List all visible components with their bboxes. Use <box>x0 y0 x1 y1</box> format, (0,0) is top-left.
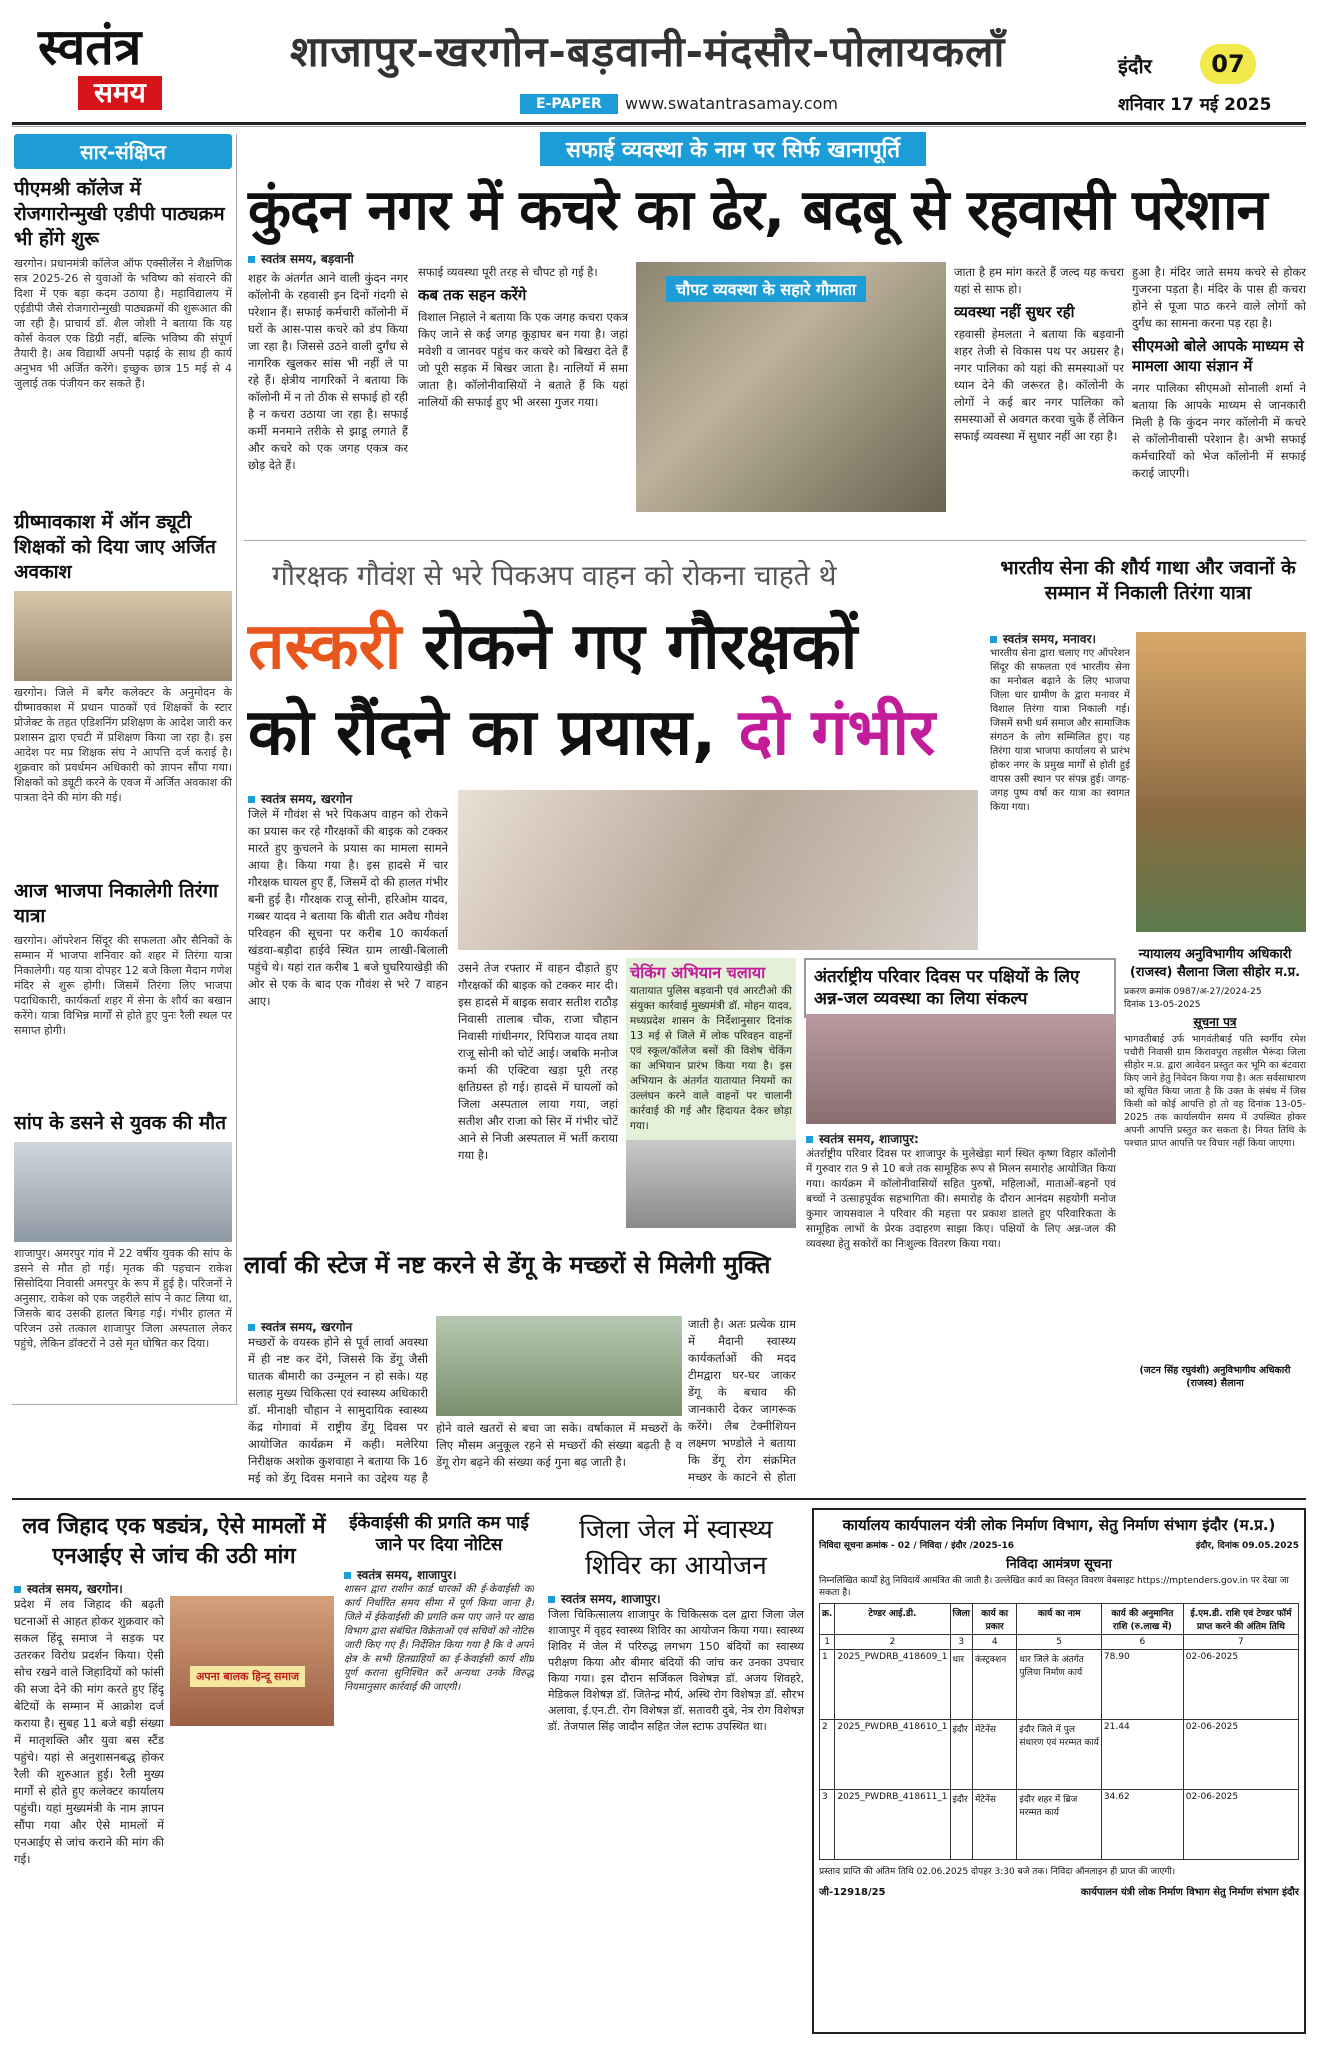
story1-col3 <box>954 264 1124 524</box>
love-byline: स्वतंत्र समय, खरगोन। <box>14 1580 123 1597</box>
table-cell: 21.44 <box>1101 1720 1183 1790</box>
tender-col-number: 4 <box>972 1635 1016 1650</box>
tender-col-header: ई.एम.डी. राशि एवं टेण्डर फॉर्म प्राप्त करने की अंतिम तिथि <box>1183 1604 1298 1635</box>
notice-title: न्यायालय अनुविभागीय अधिकारी (राजस्व) सैलाना जिला सीहोर म.प्र. <box>1129 947 1301 980</box>
table-cell: धार <box>950 1650 972 1720</box>
tender-col-number: 6 <box>1101 1635 1183 1650</box>
tender-col-number: 3 <box>950 1635 972 1650</box>
table-cell: इंदौर <box>950 1790 972 1860</box>
family-box <box>804 958 1116 1018</box>
family-title[interactable]: अंतर्राष्ट्रीय परिवार दिवस पर पक्षियों के लिए अन्न-जल व्यवस्था का लिया संकल्प <box>814 967 1080 1009</box>
brief-title-4[interactable]: सांप के डसने से युवक की मौत <box>14 1112 227 1134</box>
love-photo-rally <box>170 1596 334 1726</box>
tiranga-photo-rally <box>1136 632 1306 932</box>
tender-title: कार्यालय कार्यपालन यंत्री लोक निर्माण विभाग, सेतु निर्माण संभाग इंदौर (म.प्र.) <box>842 1516 1276 1534</box>
love-text: प्रदेश में लव जिहाद की बढ़ती घटनाओं से आहत होकर शुक्रवार को सकल हिंदू समाज ने सड़क पर उतरकर विरोध प्रदर्शन किया। ऐसी सोच रखने वाले जिहादियों को फांसी की सजा देने की मांग करते हुए हिंदू बेटियों के सम्मान में आक्रोश दर्ज कराया है। सुबह 11 बजे बड़ी संख्या में मातृशक्ति और युवा बस स्टैंड पहुंचे। यहां से अनुशासनबद्ध होकर रैली की शुरुआत हुई। रैली मुख्य मार्गों से होते हुए कलेक्टर कार्यालय पहुंची। यहां मुख्यमंत्री के नाम ज्ञापन सौंपा गया और ऐसे मामलों में एनआईए से जांच कराने की मांग की गई। <box>14 1597 164 1866</box>
love-photo-banner: अपना बालक हिन्दू समाज <box>190 1666 305 1687</box>
story1-col4-text: नगर पालिका सीएमओ सोनाली शर्मा ने बताया कि आपके माध्यम से जानकारी मिली है कि कुंदन नगर कॉलोनी में कचरे से कॉलोनीवासी परेशान है। अभी सफाई कर्मचारियों को भेज कॉलोनी में सफाई कराई जाएगी। <box>1132 381 1306 480</box>
table-cell: इंदौर जिले में पुल संधारण एवं मरम्मत कार्य <box>1017 1720 1102 1790</box>
story2-headline-magenta: दो गंभीर <box>738 696 936 770</box>
story1-sub2: व्यवस्था नहीं सुधर रही <box>954 303 1075 321</box>
story2-byline: स्वतंत्र समय, खरगोन <box>248 790 352 807</box>
tender-body <box>820 1650 1299 1860</box>
notice-subtitle: सूचना पत्र <box>1193 1015 1237 1029</box>
tender-col-header: टेण्डर आई.डी. <box>835 1604 950 1635</box>
edition-city: इंदौर <box>1118 54 1152 78</box>
table-cell: 2 <box>820 1720 835 1790</box>
story1-sub3: सीएमओ बोले आपके माध्यम से मामला आया संज्ञान में <box>1132 337 1304 375</box>
table-cell: 1 <box>820 1650 835 1720</box>
brief-title-2[interactable]: ग्रीष्मावकाश में ऑन ड्यूटी शिक्षकों को दिया जाए अर्जित अवकाश <box>14 511 216 583</box>
dengue-col3: जाती है। अतः प्रत्येक ग्राम में मैदानी स्वास्थ्य कार्यकर्ताओं की मदद टीमद्वारा घर-घर जाकर डेंगू के बचाव की जानकारी देकर जागरूक करेंगे। लैब टेक्नीशियन लक्ष्मण भण्डोले ने बताया कि डेंगू रोग संक्रमित मच्छर के काटने से होता <box>688 1317 796 1484</box>
logo-top-text: स्वतंत्र <box>38 17 142 76</box>
table-cell: 02-06-2025 <box>1183 1650 1298 1720</box>
table-cell: धार जिले के अंतर्गत पुलिया निर्माण कार्य <box>1017 1650 1102 1720</box>
tender-sign-row <box>819 1884 1299 1898</box>
ekyc-byline: स्वतंत्र समय, शाजापुर। <box>344 1566 534 1583</box>
family-byline: स्वतंत्र समय, शाजापुर: <box>806 1130 1116 1147</box>
story1-kicker: सफाई व्यवस्था के नाम पर सिर्फ खानापूर्ति <box>540 132 926 166</box>
tender-col-number: 7 <box>1183 1635 1298 1650</box>
story1-col3-text: रहवासी हेमलता ने बताया कि बड़वानी शहर तेजी से विकास पथ पर अग्रसर है। नगर पालिका को यहां की समस्याओं पर ध्यान देने की जरूरत है। कॉलोनी के लोगों ने कई बार नगर पालिका को समस्याओं से अवगत करवा चुके हैं लेकिन सफाई व्यवस्था में सुधार नहीं आ रहा है। <box>954 327 1124 443</box>
story2-headline-black2: को रौंदने का प्रयास, <box>248 696 739 770</box>
edition-date: शनिवार 17 मई 2025 <box>1118 95 1272 115</box>
tender-col-header: जिला <box>950 1604 972 1635</box>
table-cell: इंदौर <box>950 1720 972 1790</box>
table-cell: 34.62 <box>1101 1790 1183 1860</box>
story1-col1: शहर के अंतर्गत आने वाली कुंदन नगर कॉलोनी के रहवासी इन दिनों गंदगी से परेशान हैं। सफाई कर्मचारी कॉलोनी में घरों के आस-पास कचरे को डंप किया जा रहा है। जिससे उठने वाली दुर्गंध से नागरिक खुलकर सांस भी नहीं ले पा रहे हैं। क्षेत्रीय नागरिकों ने बताया कि कॉलोनी में न तो ठीक से सफाई हो रही है न कचरा उठाया जा रहा है। सफाई कर्मी मनमाने तरीके से झाडू लगाते हैं और कचरे को एक जगह एकत्र कर छोड़ देते हैं। <box>248 271 408 472</box>
tender-col-header: कार्य का नाम <box>1017 1604 1102 1635</box>
brief-title-1[interactable]: पीएमश्री कॉलेज में रोजगारोन्मुखी एडीपी पाठ्यक्रम भी होंगे शुरू <box>14 178 225 250</box>
story1-byline: स्वतंत्र समय, बड़वानी <box>248 250 354 267</box>
brief-text-3: खरगोन। ऑपरेशन सिंदूर की सफलता और सैनिकों के सम्मान में भाजपा शनिवार को शहर में तिरंगा यात्रा निकालेगी। यह यात्रा दोपहर 12 बजे किला मैदान गणेश मंदिर से शुरू होगी। जिसमें तिरंगा लिए भाजपा पदाधिकारी, कार्यकर्ता शहर में सेना के शौर्य का बखान करेंगे। यात्रा विभिन्न मार्गों से होते हुए पुनः रैली स्थल पर समाप्त होगी। <box>14 934 232 1037</box>
brief-photo-ambulance <box>14 1142 232 1242</box>
story2-photo-injured <box>458 790 978 950</box>
tender-footer: प्रस्ताव प्राप्ति की अंतिम तिथि 02.06.2025 दोपहर 3:30 बजे तक। निविदा ऑनलाइन ही प्राप्त की जाएगी। <box>819 1867 1176 1877</box>
family-photo <box>806 1014 1116 1124</box>
tender-date: इंदौर, दिनांक 09.05.2025 <box>1195 1541 1299 1551</box>
brief-title-3[interactable]: आज भाजपा निकालेगी तिरंगा यात्रा <box>14 880 219 927</box>
ekyc-text: शासन द्वारा राशीन कार्ड धारकों की ई-केवाईसी का कार्य निर्धारित समय सीमा में पूर्ण किया जाना है। जिले में ईकेवाईसी की प्रगति कम पाए जाने पर खाद्य विभाग द्वारा संबंधित विक्रेताओं एवं सचिवों को नोटिस जारी किए गए हैं। निर्देशित किया गया है कि वे अपने क्षेत्र के सभी हितग्राहियों का ई-केवाईसी कार्य शीघ्र पूर्ण कराना सुनिश्चित करें अन्यथा उनके विरुद्ध नियमानुसार कार्रवाई की जाएगी। <box>344 1584 534 1693</box>
tender-signer: कार्यपालन यंत्री लोक निर्माण विभाग सेतु निर्माण संभाग इंदौर <box>1080 1887 1299 1898</box>
family-text: अंतर्राष्ट्रीय परिवार दिवस पर शाजापुर के मुलेखेड़ा मार्ग स्थित कृष्ण विहार कॉलोनी में गुरुवार रात 9 से 10 बजे तक सामूहिक रूप से मिलन समारोह आयोजित किया गया। कार्यक्रम में कॉलोनीवासियों सहित पुरुषों, महिलाओं, माताओं-बहनों एवं बच्चों ने उत्साहपूर्वक सहभागिता की। समारोह के दौरान आनंदम सहयोगी मनोज कुमार जायसवाल ने परिवार की महत्ता पर प्रकाश डालते हुए परिवारिकता के सामूहिक लाभों के प्रेरक उदाहरण साझा किए। पक्षियों के लिए अन्न-जल की व्यवस्था हेतु सकोरों का निःशुल्क वितरण किया गया। <box>806 1148 1116 1250</box>
brief-text-4: शाजापुर। अमरपुर गांव में 22 वर्षीय युवक की सांप के डसने से मौत हो गई। मृतक की पहचान राकेश सिसोदिया निवासी अमरपुर के रूप में हुई है। परिजनों ने अनुसार, राकेश को एक जहरीले सांप ने काट लिया था, जिसके बाद उसकी हालत बिगड़ गई। गंभीर हालत में परिजन उसे तत्काल शाजापुर जिला अस्पताल लेकर पहुंचे, लेकिन डॉक्टरों ने उसे मृत घोषित कर दिया। <box>14 1247 232 1350</box>
tender-col-number: 1 <box>820 1635 835 1650</box>
notice-case: प्रकरण क्रमांक 0987/अ-27/2024-25 <box>1124 987 1262 997</box>
table-cell: 3 <box>820 1790 835 1860</box>
ekyc-text-block <box>344 1566 534 2032</box>
table-cell: 78.90 <box>1101 1650 1183 1720</box>
story1-col4-top: हुआ है। मंदिर जाते समय कचरे से होकर गुजरना पड़ता है। मंदिर के पास ही कचरा होने से पूजा पाठ करने वाले लोगों को दुर्गंध का सामना करना पड़ रहा है। <box>1132 265 1306 330</box>
story2-headline-black: रोकने गए गौरक्षकों <box>401 610 858 684</box>
masthead-rule <box>12 122 1306 125</box>
tiranga-headline[interactable]: भारतीय सेना की शौर्य गाथा और जवानों के सम्मान में निकाली तिरंगा यात्रा <box>1000 557 1296 604</box>
story1-headline[interactable]: कुंदन नगर में कचरे का ढेर, बदबू से रहवासी परेशान <box>248 178 1267 243</box>
page-number: 07 <box>1200 44 1256 84</box>
story1-col3-top: जाता है हम मांग करते हैं जल्द यह कचरा यहां से साफ हो। <box>954 265 1124 296</box>
dengue-byline: स्वतंत्र समय, खरगोन <box>248 1318 352 1335</box>
table-cell: कंस्ट्रक्शन <box>972 1650 1016 1720</box>
jail-byline: स्वतंत्र समय, शाजापुर। <box>548 1590 804 1607</box>
dengue-col2: होने वाले खतरों से बचा जा सके। वर्षाकाल में मच्छरों के लिए मौसम अनुकूल रहने से मच्छरों की संख्या बढ़ती है व डेंगू रोग बढ़ने की संख्या कई गुना बढ़ जाती है। <box>436 1421 682 1469</box>
tender-ref: निविदा सूचना क्रमांक - 02 / निविदा / इंदौर /2025-16 <box>819 1541 1015 1551</box>
tender-header-row <box>820 1604 1299 1635</box>
site-url[interactable]: www.swatantrasamay.com <box>625 94 838 113</box>
dengue-photo-group <box>436 1316 682 1416</box>
masthead-rule-thin <box>12 126 1306 127</box>
table-cell: 2025_PWDRB_418609_1 <box>835 1650 950 1720</box>
jail-headline[interactable]: जिला जेल में स्वास्थ्य शिविर का आयोजन <box>579 1515 773 1581</box>
dengue-col1: मच्छरों के वयस्क होने से पूर्व लार्वा अवस्था में ही नष्ट कर देंगे, जिससे कि डेंगू जैसी घातक बीमारी का उन्मूलन न हो सके। यह सलाह मुख्य चिकित्सा एवं स्वास्थ्य अधिकारी डॉ. मीनाक्षी चौहान ने सामुदायिक स्वास्थ्य केंद्र गोगावां में राष्ट्रीय डेंगू दिवस पर आयोजित कार्यक्रम में कही। मलेरिया निरीक्षक अशोक कुशवाहा ने बताया कि 16 मई को डेंगू दिवस मनाने का उद्देश्य यह है <box>248 1335 428 1484</box>
ekyc-headline[interactable]: ईकेवाईसी की प्रगति कम पाई जाने पर दिया नोटिस <box>349 1513 529 1555</box>
table-cell: मेंटेनेंस <box>972 1720 1016 1790</box>
story2-col2: उसने तेज रफ्तार में वाहन दौड़ाते हुए गौरक्षकों की बाइक को टक्कर मार दी। इस हादसे में बाइक सवार सतीश राठौड़ निवासी तालाब चौक, राजा चौहान निवासी गांधीनगर, रिपिराज यादव तथा राजू सोनी को चोटें आई। जबकि मनोज कर्मा की एक्टिवा खड़ा पूरी तरह क्षतिग्रस्त हो गई। हादसे में घायलों को जिला अस्पताल लाया गया, जहां सतीश और राजा को सिर में गंभीर चोटें आने से निजी अस्पताल में भर्ती कराया गया है। <box>458 961 618 1162</box>
tender-ref-row <box>819 1538 1299 1551</box>
story2-col1: जिले में गौवंश से भरे पिकअप वाहन को रोकने का प्रयास कर रहे गौरक्षकों की बाइक को टक्कर मारते हुए कुचलने के प्रयास का मामला सामने आया है। किया गया है। इस हादसे में चार गौरक्षक घायल हुए हैं, जिसमें दो की हालत गंभीर बनी हुई है। गौरक्षक राजू सोनी, हरिओम यादव, गब्बर यादव ने बताया कि बीती रात अवैध गौवंश परिवहन की सूचना पर करीब 10 कार्यकर्ता खंडवा-बड़ौदा हाईवे स्थित ग्राम लाखी-बिलाली पहुंचे थे। यहां रात करीब 1 बजे घुघरियाखेड़ी की ओर से एक के बाद एक गौवंश से भरे 7 वाहन आए। <box>248 807 448 1008</box>
jail-text: जिला चिकित्सालय शाजापुर के चिकित्सक दल द्वारा जिला जेल शाजापुर में वृहद स्वास्थ्य शिविर का आयोजन किया गया। स्वास्थ्य शिविर में जेल में परिरुद्ध लगभग 150 बंदियों का स्वास्थ्य परीक्षण किया और बीमार बंदियों की जांच कर उनका उपचार किया गया। इस दौरान सर्जिकल विशेषज्ञ डॉ. अजय शिवहरे, मेडिकल विशेषज्ञ डॉ. जितेन्द्र मौर्य, अस्थि रोग विशेषज्ञ डॉ. सौरभ अलावा, ई.एन.टी. रोग विशेषज्ञ डॉ. सतावरी दुबे, नेत्र रोग विशेषज्ञ डॉ. तेजपाल सिंह जादौन सहित जेल स्टाफ उपस्थित था। <box>548 1608 804 1733</box>
story1-col2-text: विशाल निहाले ने बताया कि एक जगह कचरा एकत्र किए जाने से कई जगह कूड़ाघर बन गया है। जहां मवेशी व जानवर पहुंच कर कचरे को बिखरा देते हैं जो पूरी सड़क में बिखर जाता है। नालियों में समा जाता है। कॉलोनीवासियों ने बताते हैं कि यहां नालियों की सफाई हुए भी अरसा गुजर गया। <box>418 310 628 409</box>
table-cell: 2025_PWDRB_418611_1 <box>835 1790 950 1860</box>
brief-column <box>14 134 232 1436</box>
tender-number-row <box>820 1635 1299 1650</box>
table-cell: 2025_PWDRB_418610_1 <box>835 1720 950 1790</box>
tender-notice <box>812 1508 1306 2034</box>
story1-photo-cow-garbage <box>636 262 946 512</box>
logo-bottom-text: समय <box>78 76 162 110</box>
brief-photo-teachers <box>14 591 232 681</box>
story2-headline-line1[interactable] <box>248 600 857 687</box>
story1-col2-top: सफाई व्यवस्था पूरी तरह से चौपट हो गई है। <box>418 265 598 279</box>
story2-kicker: गौरक्षक गौवंश से भरे पिकअप वाहन को रोकना चाहते थे <box>272 559 837 592</box>
brief-header: सार-संक्षिप्त <box>14 134 232 169</box>
story2-headline-line2[interactable] <box>248 686 935 773</box>
tender-subtitle: निविदा आमंत्रण सूचना <box>1006 1557 1112 1572</box>
tender-col-header: कार्य का प्रकार <box>972 1604 1016 1635</box>
tender-table <box>819 1603 1299 1860</box>
table-row <box>820 1650 1299 1720</box>
tender-col-number: 5 <box>1017 1635 1102 1650</box>
story1-col4 <box>1132 264 1306 524</box>
table-cell: मेंटेनेंस <box>972 1790 1016 1860</box>
tender-col-number: 2 <box>835 1635 950 1650</box>
notice-signature: (जटन सिंह रघुवंशी) अनुविभागीय अधिकारी (राजस्व) सैलाना <box>1139 1365 1291 1389</box>
table-row <box>820 1720 1299 1790</box>
tender-col-header: क्र. <box>820 1604 835 1635</box>
table-row <box>820 1790 1299 1860</box>
story1-sub1: कब तक सहन करेंगे <box>418 286 527 304</box>
table-cell: 02-06-2025 <box>1183 1720 1298 1790</box>
court-notice <box>1124 944 1306 1404</box>
tiranga-byline: स्वतंत्र समय, मनावर। <box>990 630 1130 647</box>
story1-col2 <box>418 264 628 524</box>
story-separator <box>244 540 1306 541</box>
edition-title: शाजापुर-खरगोन-बड़वानी-मंदसौर-पोलायकलाँ <box>290 27 1006 76</box>
column-divider <box>236 134 237 1404</box>
bottom-section-rule <box>12 1498 1306 1500</box>
dengue-headline[interactable]: लार्वा की स्टेज में नष्ट करने से डेंगू के मच्छरों से मिलेगी मुक्ति <box>244 1251 771 1279</box>
tender-col-header: कार्य की अनुमानित राशि (रु.लाख में) <box>1101 1604 1183 1635</box>
tender-code: जी-12918/25 <box>819 1887 886 1898</box>
jail-text-block <box>548 1590 804 2030</box>
checking-text: यातायात पुलिस बड़वानी एवं आरटीओ की संयुक्त कार्रवाई मुख्यमंत्री डॉ. मोहन यादव, मध्यप्रदेश शासन के निर्देशानुसार दिनांक 13 मई से जिले में लोक परिवहन वाहनों एवं स्कूल/कॉलेज बसों की विशेष चेकिंग का अभियान प्रारंभ किया गया है। इस अभियान के अंतर्गत यातायात नियमों का उल्लंघन करने वाले वाहनों पर चालानी कार्रवाई की गई और हिदायत देकर छोड़ा गया। <box>630 985 792 1132</box>
family-text-block <box>806 1130 1116 1400</box>
epaper-badge: E-PAPER <box>520 94 618 114</box>
notice-text: भागवतीबाई उर्फ भागवंतीबाई पति स्वर्गीय रमेश पचौरी निवासी ग्राम किरावपुरा तहसील भैरूंदा जिला सीहोर म.प्र. द्वारा आवेदन प्रस्तुत कर भूमि का बंटवारा किए जाने हेतु निवेदन किया गया है। अतः सर्वसाधारण को सूचित किया जाता है कि उक्त के संबंध में जिस किसी को कोई आपत्ति हो तो वह दिनांक 13-05-2025 तक कार्यालयीन समय में उपस्थित होकर अपनी आपत्ति प्रस्तुत कर सकता है। नियत तिथि के पश्चात प्राप्त आपत्ति पर विचार नहीं किया जाएगा। <box>1124 1034 1306 1149</box>
brief-text-1: खरगोन। प्रधानमंत्री कॉलेज ऑफ एक्सीलेंस ने शैक्षणिक सत्र 2025-26 से युवाओं के भविष्य को संवारने की दिशा में एक बड़ा कदम उठाया है। महाविद्यालय में एईडीपी जैसे रोजगारोन्मुखी पाठ्यक्रमों की शुरूआत की जा रही है। प्राचार्य डॉ. शैल जोशी ने बताया कि यह कोर्स केवल एक डिग्री नहीं, बल्कि भविष्य की संपूर्ण तैयारी है। अब विद्यार्थी अपनी पढ़ाई के साथ ही कार्य अनुभव भी अर्जित करेंगे। इच्छुक छात्र 15 मई से 4 जुलाई तक पंजीयन कर सकते हैं। <box>14 257 232 390</box>
checking-title[interactable]: चेकिंग अभियान चलाया <box>630 963 766 982</box>
tender-intro: निम्नलिखित कार्यों हेतु निविदायें आमंत्रित की जाती है। उल्लेखित कार्य का विस्तृत विवरण वेबसाइट https://mptenders.gov.in पर देखा जा सकता है। <box>819 1576 1289 1598</box>
story2-headline-red: तस्करी <box>248 610 402 684</box>
brief-text-2: खरगोन। जिले में बगैर कलेक्टर के अनुमोदन के ग्रीष्मावकाश में प्रधान पाठकों एवं शिक्षकों के स्टार प्रोजेक्ट के तहत एडिशनिंग प्रशिक्षण के आदेश जारी कर प्रशासन द्वारा एचटी में प्रशिक्षण किया जा रहा है। इस आदेश पर मप्र शिक्षक संघ ने आपत्ति दर्ज कराई है। शुक्रवार को प्रवर्धमन अधिकारी को ज्ञापन सौंपा गया। शिक्षकों को ड्यूटी करने के एवज में अर्जित अवकाश की पात्रता देने की मांग की गई। <box>14 686 232 804</box>
notice-date: दिनांक 13-05-2025 <box>1124 1000 1201 1010</box>
table-cell: 02-06-2025 <box>1183 1790 1298 1860</box>
love-headline[interactable]: लव जिहाद एक षड्यंत्र, ऐसे मामलों में एनआईए से जांच की उठी मांग <box>22 1514 326 1569</box>
tiranga-text-block <box>990 630 1130 950</box>
newspaper-logo[interactable] <box>38 18 208 118</box>
story1-photo-caption: चौपट व्यवस्था के सहारे गौमाता <box>666 276 866 302</box>
left-separator <box>12 1404 238 1405</box>
tiranga-text: भारतीय सेना द्वारा चलाए गए ऑपरेशन सिंदूर की सफलता एवं भारतीय सेना का मनोबल बढ़ाने के लिए भाजपा जिला धार ग्रामीण के द्वारा मनावर में विशाल तिरंगा यात्रा निकाली गई। जिसमें सभी धर्म समाज और सामाजिक संगठन के लोग सम्मिलित हुए। यह तिरंगा यात्रा भाजपा कार्यालय से प्रारंभ होकर नगर के प्रमुख मार्गों से होती हुई वापस उसी स्थान पर संपन्न हुई। जगह-जगह पुष्प वर्षा कर यात्रा का स्वागत किया गया। <box>990 648 1130 813</box>
checking-photo-vehicle <box>626 1140 796 1228</box>
table-cell: इंदौर शहर में ब्रिज मरम्मत कार्य <box>1017 1790 1102 1860</box>
